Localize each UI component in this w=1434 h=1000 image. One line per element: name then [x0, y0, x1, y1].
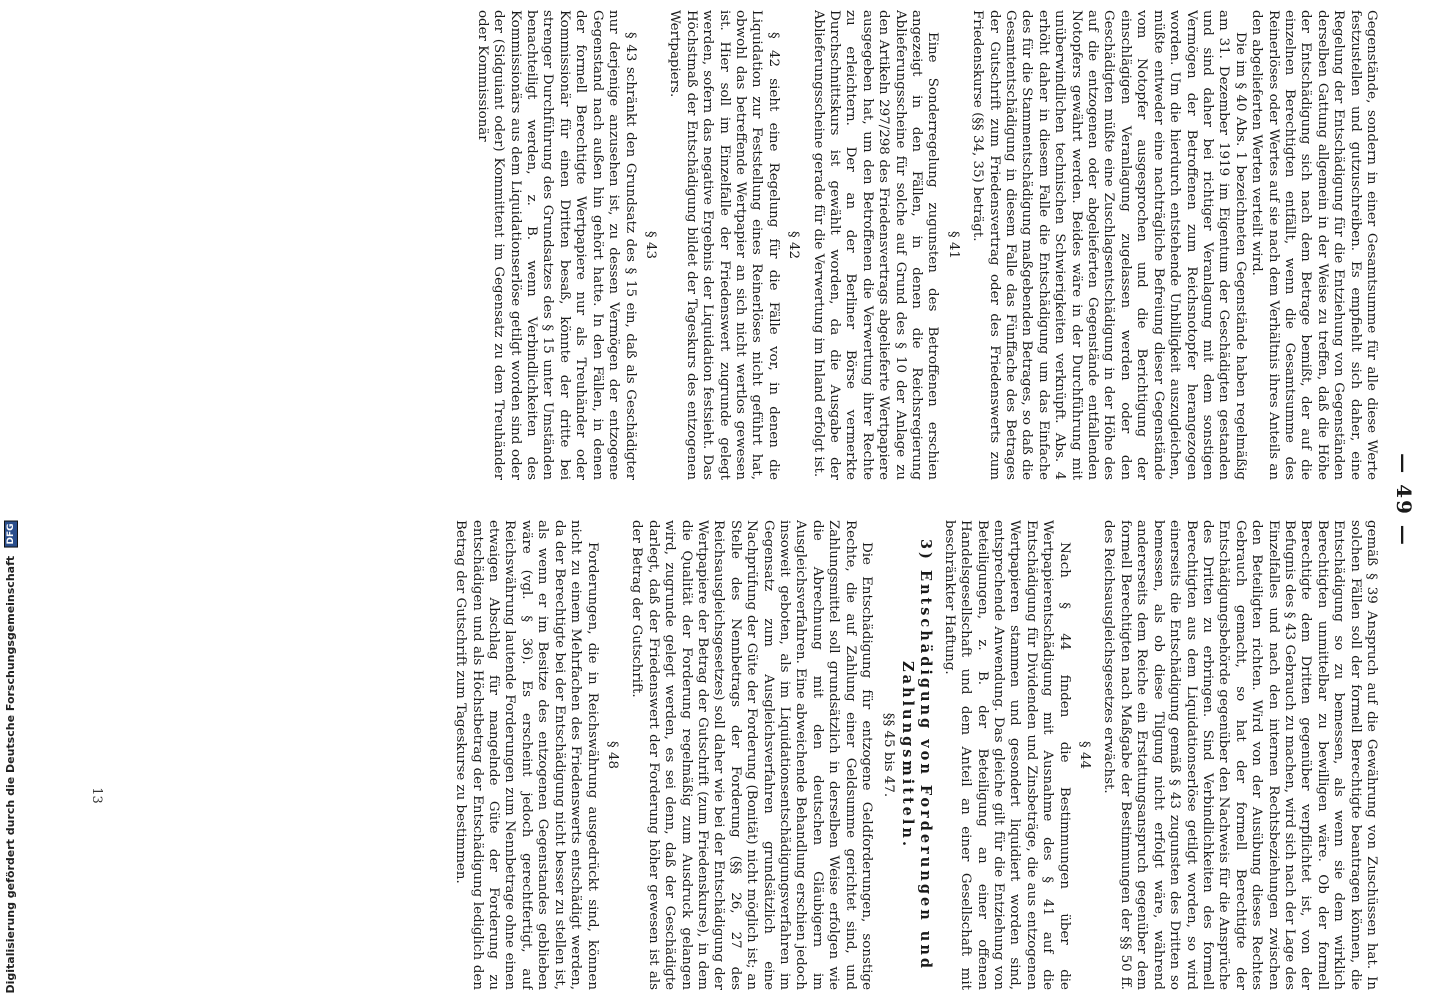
- paragraph-44: Nach § 44 finden die Bestimmungen über die Wertpapierentschädigung mit Ausnahme des § 41 auf die Entschädigung für Dividenden und Zinsbeträge, die aus entzogenen Wertpapieren stammen und gesondert liquidiert worden sind, entsprechende Anwendung. Das gleiche gilt für die Entziehung von Beteiligungen, z. B. der Beteiligung an einer offenen Handelsgesellschaft und dem Anteil an einer Gesellschaft mit beschränkter Haftung.: [941, 520, 1072, 990]
- section-42-title: § 42: [786, 231, 802, 259]
- dfg-logo: DFG: [4, 521, 18, 548]
- section-48-title: § 48: [604, 741, 620, 769]
- right-column: [249, 10, 1379, 480]
- paragraph-48: Forderungen, die in Reichswährung ausgedrückt sind, können nicht zu einem Mehrfachen des Friedenswerts entschädigt werden, da der Berechtigte bei der Entschädigung nicht besser zu stellen ist, als wenn er im Besitze des entzogenen Gegenstandes geblieben wäre (vgl. § 36). Es erscheint jedoch gerechtfertigt, auf Reichswährung lautende Forderungen zum Nennbetrage ohne einen etwaigen Abschlag für mangelnde Güte der Forderung zu entschädigen und als Höchstbetrag der Entschädigung lediglich den Betrag der Gutschrift zum Tageskurse zu bestimmen.: [453, 520, 600, 990]
- digitization-credit: [4, 521, 18, 994]
- paragraph-intro: Gegenstände, sondern in einer Gesamtsumme für alle diese Werte festzustellen und gutzuschreiben. Es empfiehlt sich daher, eine Regelung der Entschädigung für die Entziehung von Gegenständen derselben Gattung allgemein in der Weise zu treffen, daß die Höhe der Entschädigung sich nach dem Betrage bemißt, der auf die einzelnen Berechtigten entfällt, wenn die Gesamtsumme des Reinerlöses oder Wertes auf sie nach dem Verhältnis ihres Anteils an den abgelieferten Werten verteilt wird.: [1249, 10, 1379, 480]
- credit-text: Digitalisierung gefördert durch die Deutsche Forschungsgemeinschaft: [4, 556, 17, 994]
- paragraph-42: § 42 sieht eine Regelung für die Fälle vor, in denen die Liquidation zur Feststellung eines Reinerlöses nicht geführt hat, obwohl das betreffende Wertpapier an sich nicht wertlos gewesen ist. Hier soll im Einzelfalle der Friedenswert zugrunde gelegt werden, sofern das negative Ergebnis der Liquidation festsieht. Das Höchstmaß der Entschädigung bildet der Tageskurs des entzogenen Wertpapiers.: [667, 10, 781, 480]
- section-43-title: § 43: [642, 231, 658, 259]
- left-column: [249, 520, 1379, 990]
- section-41-title: § 41: [945, 231, 961, 259]
- chapter-subheading: §§ 45 bis 47.: [881, 712, 897, 798]
- section-44-title: § 44: [1077, 741, 1093, 769]
- paragraph-continued: gemäß § 39 Anspruch auf die Gewährung von Zuschüssen hat. In solchen Fällen soll der formell Berechtigte beantragen können, die Entschädigung so zu bemessen, als wenn sie dem wirklich Berechtigten unmittelbar zu bewilligen wäre. Ob der formell Berechtigte dem Dritten gegenüber verpflichtet ist, von der Befugnis des § 43 Gebrauch zu machen, wird sich nach der Lage des Einzelfalles und nach den internen Rechtsbeziehungen zwischen den Beteiligten richten. Wird von der Ausübung dieses Rechtes Gebrauch gemacht, so hat der formell Berechtigte der Entschädigungsbehörde gegenüber den Nachweis für die Ansprüche des Dritten zu erbringen. Sind Verbindlichkeiten des formell Berechtigten aus dem Liquidationserlöse getilgt worden, so wird einerseits die Entschädigung gemäß § 43 zugunsten des Dritten so bemessen, als ob diese Tilgung nicht erfolgt wäre, während andererseits dem Reiche ein Erstattungsanspruch gegenüber dem formell Berechtigten nach Maßgabe der Bestimmungen der §§ 50 ff. des Reichsausgleichsgesetzes erwächst.: [1101, 520, 1379, 990]
- chapter-heading: 3) Entschädigung von Forderungen und Zahlungsmitteln.: [899, 538, 935, 972]
- paragraph-40: Die im § 40 Abs. 1 bezeichneten Gegenstände haben regelmäßig am 31. Dezember 1919 im Eigentum der Geschädigten gestanden und sind daher bei richtiger Veranlagung mit dem sonstigen Vermögen der Betroffenen zum Reichsnotopfer herangezogen worden. Um die hierdurch entstehende Unbilligkeit auszugleichen, müßte entweder eine nachträgliche Befreiung dieser Gegenstände vom Notopfer ausgesprochen und die Berichtigung der einschlägigen Veranlagung zugelassen werden oder den Geschädigten müßte eine Zuschlagsentschädigung in der Höhe des auf die entzogenen oder abgelieferten Gegenstände entfallenden Notopfers gewährt werden. Beides wäre in der Durchführung mit unüberwindlichen technischen Schwierigkeiten verknüpft. Abs. 4 erhöht daher in diesem Falle die Entschädigung um das Einfache des für die Stammentschädigung maßgebenden Betrages, so daß die Gesamtentschädigung in diesem Falle das Fünffache des Betrages der Gutschrift zum Friedensvertrag oder des Friedenswerts zum Friedenskurse (§§ 34, 35) beträgt.: [970, 10, 1248, 480]
- paragraph-41: Eine Sonderregelung zugunsten des Betroffenen erschien angezeigt in den Fällen, in denen die Reichsregierung Ablieferungsscheine für solche auf Grund des § 10 der Anlage zu den Artikeln 297/298 des Friedensvertrags abgelieferte Wertpapiere ausgegeben hat, um den Betroffenen die Verwertung ihrer Rechte zu erleichtern. Der an der Berliner Börse vermerkte Durchschnittskurs ist gewählt worden, da die Ausgabe der Ablieferungsscheine gerade für die Verwertung im Inland erfolgt ist.: [810, 10, 941, 480]
- sheet-number: 13: [88, 787, 104, 804]
- paragraph-43: § 43 schränkt den Grundsatz des § 15 ein, daß als Geschädigter nur derjenige anzusehen ist, zu dessen Vermögen der entzogene Gegenstand nach außen hin gehört hatte. In den Fällen, in denen der formell Berechtigte Wertpapiere nur als Treuhänder oder Kommissionär für einen Dritten besaß, könnte der dritte bei strenger Durchführung des Grundsatzes des § 15 unter Umständen benachteiligt werden, z. B. wenn Verbindlichkeiten des Kommissionärs aus dem Liquidationserlöse getilgt worden sind oder der (Sidguiant oder) Kommittent im Gegensatz zu dem Treuhänder oder Kommissionär: [474, 10, 638, 480]
- page-number: — 49 —: [1392, 453, 1416, 547]
- document-page: [224, 0, 1434, 1000]
- paragraph-45: Die Entschädigung für entzogene Geldforderungen, sonstige Rechte, die auf Zahlung einer Geldsumme gerichtet sind, und Zahlungsmittel soll grundsätzlich in derselben Weise erfolgen wie die Abrechnung mit den deutschen Gläubigern im Ausgleichsverfahren. Eine abweichende Behandlung erschien jedoch insoweit geboten, als im Liquidationsentschädigungsverfahren im Gegensatz zum Ausgleichsverfahren grundsätzlich eine Nachprüfung der Güte der Forderung (Bonität) nicht möglich ist; an Stelle des Nennbetrags der Forderung (§§ 26, 27 des Reichsausgleichsgesetzes) soll daher wie bei der Entschädigung der Wertpapiere der Betrag der Gutschrift (zum Friedenskurse), in dem die Qualität der Forderung regelmäßig zum Ausdruck gelangen wird, zugrunde gelegt werden, es sei denn, daß der Geschädigte darlegt, daß der Friedenswert der Forderung höher gewesen ist als der Betrag der Gutschrift.: [629, 520, 875, 990]
